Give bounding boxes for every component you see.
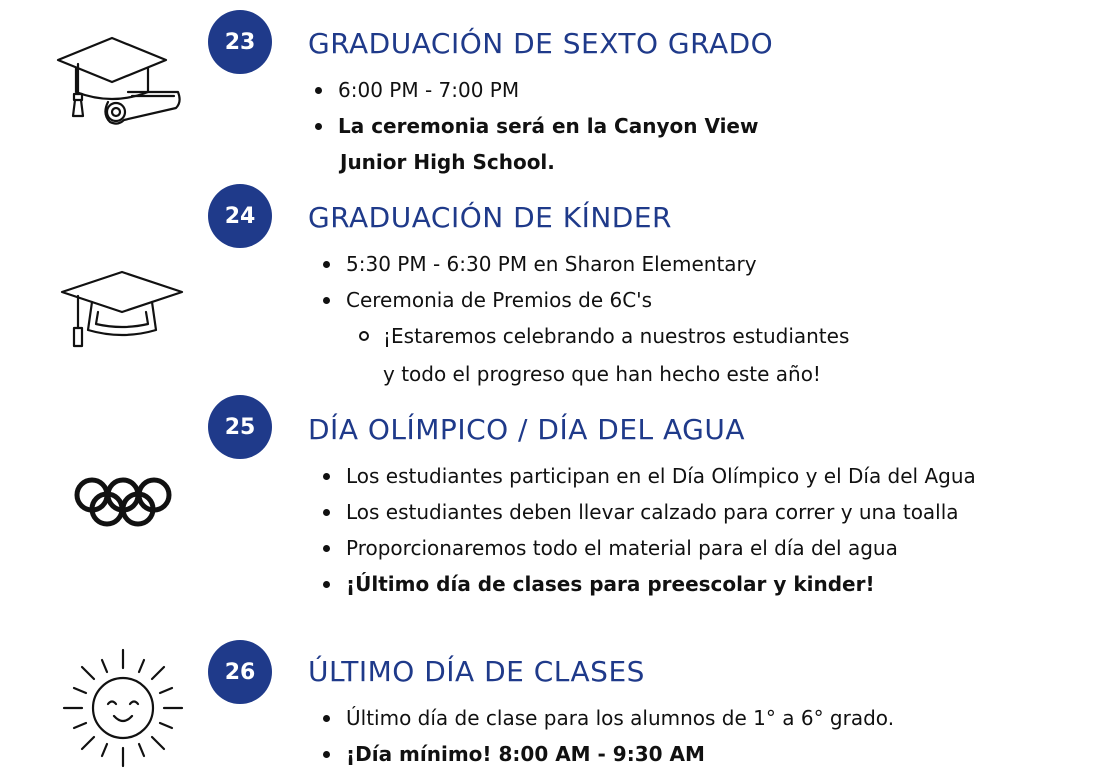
date-badge-25: 25 [208, 395, 272, 459]
event-23-note-line1: La ceremonia será en la Canyon View [338, 114, 759, 138]
event-25-item-4: ¡Último día de clases para preescolar y kinder! [346, 572, 875, 596]
event-24-sub-line2: y todo el progreso que han hecho este año! [383, 362, 821, 386]
event-23-time: 6:00 PM - 7:00 PM [338, 78, 520, 102]
event-25-item-2: Los estudiantes deben llevar calzado para correr y una toalla [346, 500, 959, 524]
date-badge-26: 26 [208, 640, 272, 704]
date-badge-23: 23 [208, 10, 272, 74]
event-24-sub-line1: ¡Estaremos celebrando a nuestros estudiantes [383, 324, 850, 348]
event-title-24: GRADUACIÓN DE KÍNDER [308, 201, 673, 234]
date-badge-24: 24 [208, 184, 272, 248]
smiling-sun-icon [60, 646, 186, 770]
event-25-item-1: Los estudiantes participan en el Día Olímpico y el Día del Agua [346, 464, 976, 488]
event-24-time-place: 5:30 PM - 6:30 PM en Sharon Elementary [346, 252, 757, 276]
event-26-item-1: Último día de clase para los alumnos de 1° a 6° grado. [346, 706, 895, 730]
event-25-item-3: Proporcionaremos todo el material para el día del agua [346, 536, 898, 560]
olympic-rings-icon [74, 476, 172, 528]
event-title-23: GRADUACIÓN DE SEXTO GRADO [308, 27, 774, 60]
event-title-26: ÚLTIMO DÍA DE CLASES [308, 655, 645, 688]
event-26-item-2: ¡Día mínimo! 8:00 AM - 9:30 AM [346, 742, 705, 766]
event-title-25: DÍA OLÍMPICO / DÍA DEL AGUA [308, 413, 746, 446]
graduation-cap-diploma-icon [50, 34, 185, 129]
event-23-note-line2: Junior High School. [340, 150, 555, 174]
event-24-awards: Ceremonia de Premios de 6C's [346, 288, 653, 312]
graduation-cap-icon [58, 268, 188, 353]
